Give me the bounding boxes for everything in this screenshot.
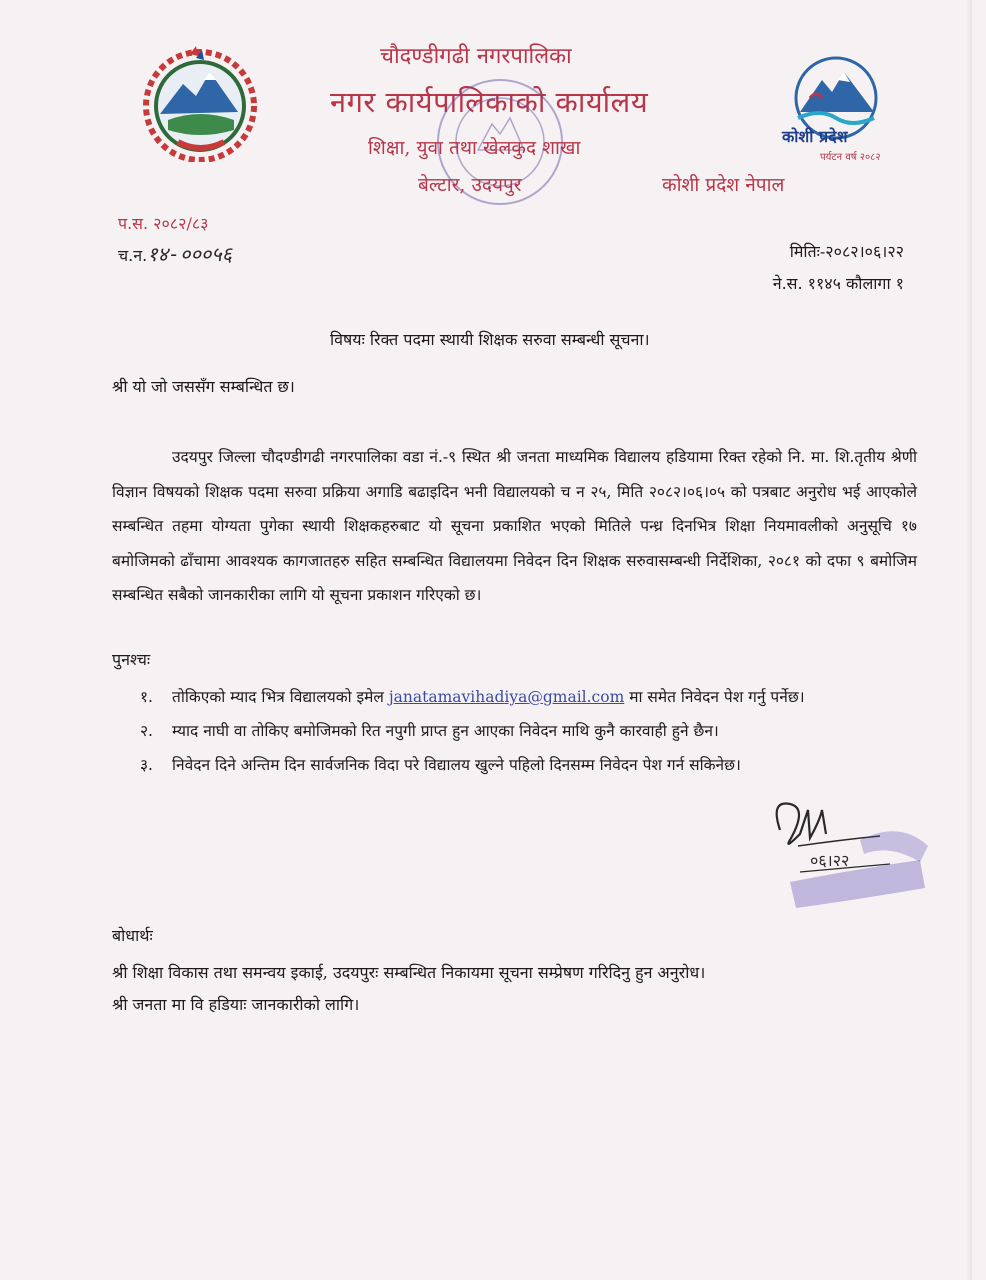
list-item bbox=[140, 748, 920, 782]
list-text-after: मा समेत निवेदन पेश गर्नु पर्नेछ। bbox=[624, 688, 805, 706]
letter-date: मितिः-२०८२।०६।२२ bbox=[789, 242, 904, 261]
list-item bbox=[140, 680, 920, 714]
list-number: १. bbox=[140, 688, 153, 706]
office-name: नगर कार्यपालिकाको कार्यालय bbox=[330, 85, 649, 119]
office-location: बेल्टार, उदयपुर bbox=[418, 174, 522, 196]
nepal-sambat-date: ने.स. ११४५ कौलागा १ bbox=[772, 274, 904, 293]
koshi-logo-title: कोशी प्रदेश bbox=[782, 127, 848, 146]
cn-value: १४-०००५६ bbox=[147, 242, 233, 266]
koshi-logo-subtitle: पर्यटन वर्ष २०८२ bbox=[820, 152, 881, 163]
school-email-link[interactable]: janatamavihadiya@gmail.com bbox=[388, 688, 625, 706]
list-number: २. bbox=[140, 722, 153, 740]
ps-label: प.स. bbox=[118, 214, 149, 233]
list-text-before: तोकिएको म्याद भित्र विद्यालयको इमेल bbox=[172, 688, 389, 706]
letter-addressee: श्री यो जो जससँग सम्बन्धित छ। bbox=[112, 377, 295, 396]
cc-item: श्री शिक्षा विकास तथा समन्वय इकाई, उदयपुरः सम्बन्धित निकायमा सूचना सम्प्रेषण गरिदिनु हुन अनुरोध। bbox=[112, 963, 706, 982]
cc-label: बोधार्थः bbox=[112, 926, 153, 945]
letter-subject: विषयः रिक्त पदमा स्थायी शिक्षक सरुवा सम्बन्धी सूचना। bbox=[330, 330, 650, 349]
paper-edge bbox=[966, 0, 972, 1280]
signature-stamp-icon bbox=[760, 790, 940, 920]
postscript-list bbox=[140, 680, 920, 782]
cc-item: श्री जनता मा वि हडियाः जानकारीको लागि। bbox=[112, 995, 360, 1014]
letter-body: उदयपुर जिल्ला चौदण्डीगढी नगरपालिका वडा नं.-९ स्थित श्री जनता माध्यमिक विद्यालय हडियामा रिक्त रहेको नि. मा. शि.तृतीय श्रेणी विज्ञान विषयको शिक्षक पदमा सरुवा प्रक्रिया अगाडि बढाइदिन भनी विद्यालयको च न २५, मिति २०८२।०६।०५ को पत्रबाट अनुरोध भई आएकोले सम्बन्धित तहमा योग्यता पुगेका स्थायी शिक्षकहरुबाट यो सूचना प्रकाशित भएको मितिले पन्ध्र दिनभित्र शिक्षा नियमावलीको अनुसूचि १७ बमोजिमको ढाँचामा आवश्यक कागजातहरु सहित सम्बन्धित विद्यालयमा निवेदन दिन शिक्षक सरुवासम्बन्धी निर्देशिका, २०८१ को दफा ९ बमोजिम सम्बन्धित सबैको जानकारीका लागि यो सूचना प्रकाशन गरिएको छ। bbox=[112, 448, 917, 605]
koshi-pradesh-logo-icon bbox=[770, 54, 902, 166]
list-item bbox=[140, 714, 920, 748]
province-name: कोशी प्रदेश नेपाल bbox=[662, 174, 785, 196]
cn-label: च.न. bbox=[118, 246, 148, 265]
ps-value: २०८२/८३ bbox=[153, 214, 209, 233]
nepal-emblem-icon bbox=[138, 44, 262, 162]
patra-sankhya bbox=[118, 212, 208, 234]
list-text: निवेदन दिने अन्तिम दिन सार्वजनिक विदा परे विद्यालय खुल्ने पहिलो दिनसम्म निवेदन पेश गर्न सकिनेछ। bbox=[172, 756, 741, 774]
list-text: म्याद नाघी वा तोकिए बमोजिमको रित नपुगी प्राप्त हुन आएका निवेदन माथि कुनै कारवाही हुने छैन। bbox=[172, 722, 719, 740]
branch-name: शिक्षा, युवा तथा खेलकुद शाखा bbox=[368, 137, 581, 159]
postscript-label: पुनश्चः bbox=[112, 650, 151, 669]
signature-date: ०६।२२ bbox=[810, 851, 850, 870]
chalani-number bbox=[118, 240, 232, 267]
list-number: ३. bbox=[140, 756, 153, 774]
municipality-name: चौदण्डीगढी नगरपालिका bbox=[380, 44, 572, 69]
